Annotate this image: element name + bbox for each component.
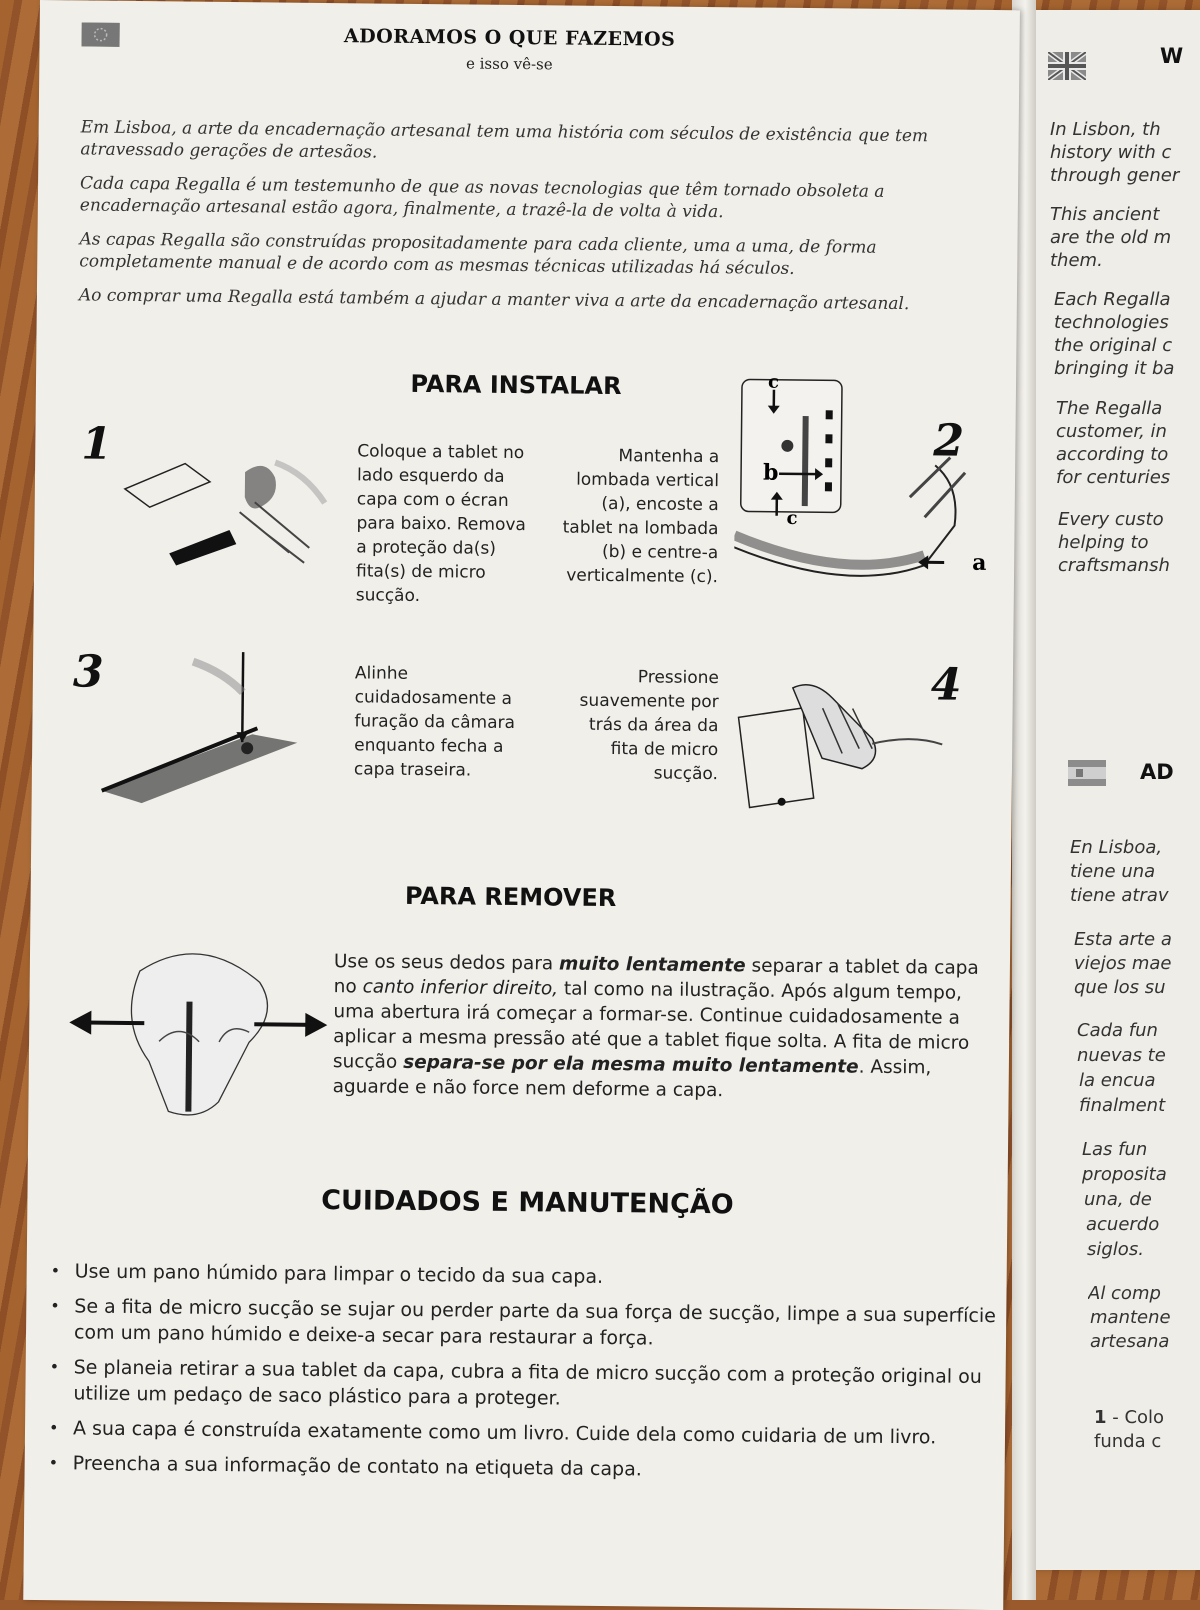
text-line: for centuries	[1056, 467, 1171, 488]
step-2-illustration	[734, 375, 986, 618]
text-line: customer, in	[1056, 421, 1167, 442]
care-item-text: Use um pano húmido para limpar o tecido da sua capa.	[74, 1260, 604, 1288]
care-item-text: A sua capa é construída exatamente como um livro. Cuide dela como cuidaria de um livro.	[72, 1417, 937, 1449]
remove-illustration	[68, 940, 330, 1133]
text-line: funda c	[1094, 1431, 1162, 1452]
text-line: tiene una	[1070, 861, 1156, 882]
text-line: This ancient	[1050, 204, 1160, 225]
spanish-section-heading: AD	[1140, 760, 1174, 784]
eu-flag-icon	[82, 22, 120, 46]
step-2-text: Mantenha a lombada vertical (a), encoste a tablet na lombada (b) e centre-a verticalmente (c).	[562, 446, 720, 588]
step-3-illustration	[82, 640, 314, 812]
remove-text-part: separar a tablet da capa no	[333, 955, 979, 998]
step-1-illustration	[114, 441, 336, 593]
label-c-top: c	[767, 371, 780, 393]
english-section-heading: W	[1160, 44, 1184, 68]
text-line: Cada fun	[1077, 1020, 1158, 1041]
text-line: them.	[1050, 250, 1103, 271]
text-line: Esta arte a	[1074, 929, 1172, 950]
intro-paragraph: Cada capa Regalla é um testemunho de que as novas tecnologias que têm tornado obsoleta a encadernação artesanal estão agora, finalmente, a trazê-la de volta à vida.	[79, 173, 885, 223]
remove-instructions	[333, 949, 990, 1106]
text-line: acuerdo	[1086, 1214, 1160, 1235]
text-line: helping to	[1058, 532, 1149, 553]
text-line: tiene atrav	[1070, 885, 1169, 906]
text-line: bringing it ba	[1054, 358, 1175, 379]
label-b: b	[762, 459, 779, 486]
care-heading: CUIDADOS E MANUTENÇÃO	[321, 1185, 734, 1221]
text-line: nuevas te	[1077, 1045, 1166, 1066]
step-text: - Colo	[1106, 1407, 1165, 1428]
text-line: mantene	[1090, 1307, 1171, 1328]
text-line: Las fun	[1082, 1139, 1148, 1160]
step-3-text: Alinhe cuidadosamente a furação da câmara enquanto fecha a capa traseira.	[353, 663, 516, 781]
text-line: que los su	[1074, 977, 1166, 998]
text-line: artesana	[1090, 1331, 1170, 1352]
text-line: Al comp	[1088, 1283, 1161, 1304]
text-line: history with c	[1050, 142, 1172, 163]
intro-paragraph: Ao comprar uma Regalla está também a ajudar a manter viva a arte da encadernação artesanal.	[78, 285, 910, 315]
spain-flag-icon	[1068, 760, 1106, 786]
remove-emphasis: separa-se por ela mesma muito lentamente	[403, 1051, 859, 1078]
list-item: • Preencha a sua informação de contato na etiqueta da capa.	[48, 1452, 642, 1481]
page-subtitle: e isso vê-se	[465, 54, 553, 74]
step-1-text: Coloque a tablet no lado esquerdo da capa com o écran para baixo. Remova a proteção da(s) fita(s) de micro sucção.	[355, 441, 526, 607]
care-item-text: Preencha a sua informação de contato na etiqueta da capa.	[72, 1452, 642, 1481]
text-line: through gener	[1050, 165, 1180, 186]
text-line: Each Regalla	[1054, 289, 1171, 310]
text-line: technologies	[1054, 312, 1169, 333]
list-item: • Se a fita de micro sucção se sujar ou perder parte da sua força de sucção, limpe a sua superfície com um pano húmido e deixe-a secar para restaurar a força.	[50, 1295, 996, 1350]
text-line: are the old m	[1050, 227, 1172, 248]
remove-text-part: . Assim, aguarde e não force nem deforme a capa.	[332, 1056, 932, 1102]
remove-italic: canto inferior direito,	[362, 976, 559, 1000]
text-line: craftsmansh	[1058, 555, 1170, 576]
text-line: the original c	[1054, 335, 1173, 356]
remove-emphasis: muito lentamente	[558, 953, 746, 977]
care-item-text: Se planeia retirar a sua tablet da capa, cubra a fita de micro sucção com a proteção original ou utilize um pedaço de saco plástico para a proteger.	[73, 1356, 982, 1410]
step-4-text: Pressione suavemente por trás da área da fita de micro sucção.	[579, 667, 720, 785]
text-line: The Regalla	[1056, 398, 1163, 419]
text-line	[1094, 1406, 1200, 1429]
list-item: • Use um pano húmido para limpar o tecido da sua capa.	[50, 1260, 604, 1288]
label-c-bottom: c	[786, 507, 798, 529]
text-line: la encua	[1079, 1070, 1156, 1091]
uk-flag-icon	[1048, 52, 1086, 80]
list-item: • A sua capa é construída exatamente como um livro. Cuide dela como cuidaria de um livro.	[48, 1417, 937, 1449]
text-line: En Lisboa,	[1070, 837, 1163, 858]
list-item: • Se planeia retirar a sua tablet da capa, cubra a fita de micro sucção com a proteção original ou utilize um pedaço de saco plástico para a proteger.	[49, 1356, 982, 1410]
step-1-number: 1	[81, 418, 113, 470]
text-line: siglos.	[1087, 1239, 1144, 1260]
label-a: a	[972, 549, 987, 576]
text-line: In Lisbon, th	[1050, 119, 1161, 140]
step-4-number: 4	[930, 659, 962, 711]
text-line: proposita	[1082, 1164, 1167, 1185]
text-line: una, de	[1084, 1189, 1152, 1210]
step-2-number: 2	[933, 415, 965, 467]
text-line: viejos mae	[1074, 953, 1172, 974]
intro-paragraph: Em Lisboa, a arte da encadernação artesanal tem uma história com séculos de existência que tem atravessado gerações de artesãos.	[80, 117, 929, 163]
text-line: Every custo	[1058, 509, 1164, 530]
text-line: finalment	[1079, 1095, 1166, 1116]
care-list	[46, 1258, 998, 1495]
step-number: 1	[1094, 1407, 1107, 1428]
left-page	[23, 0, 1020, 1610]
remove-heading: PARA REMOVER	[404, 881, 617, 913]
page-title: ADORAMOS O QUE FAZEMOS	[343, 25, 676, 51]
step-3-number: 3	[72, 646, 104, 698]
step-4-illustration	[731, 667, 953, 819]
intro-paragraph: As capas Regalla são construídas propositadamente para cada cliente, uma a uma, de forma completamente manual e de acordo com as mesmas técnicas utilizadas há séculos.	[79, 229, 877, 279]
care-item-text: Se a fita de micro sucção se sujar ou perder parte da sua força de sucção, limpe a sua superfície com um pano húmido e deixe-a secar para restaurar a força.	[73, 1295, 996, 1350]
install-heading: PARA INSTALAR	[410, 369, 622, 401]
remove-text-part: tal como na ilustração. Após algum tempo, uma abertura irá começar a formar-se. Continue cuidadosamente a aplicar a mesma pressão até que a tablet fique solta. A fita de micro sucção	[332, 978, 970, 1073]
remove-text-part: Use os seus dedos para	[333, 951, 560, 975]
text-line: according to	[1056, 444, 1169, 465]
